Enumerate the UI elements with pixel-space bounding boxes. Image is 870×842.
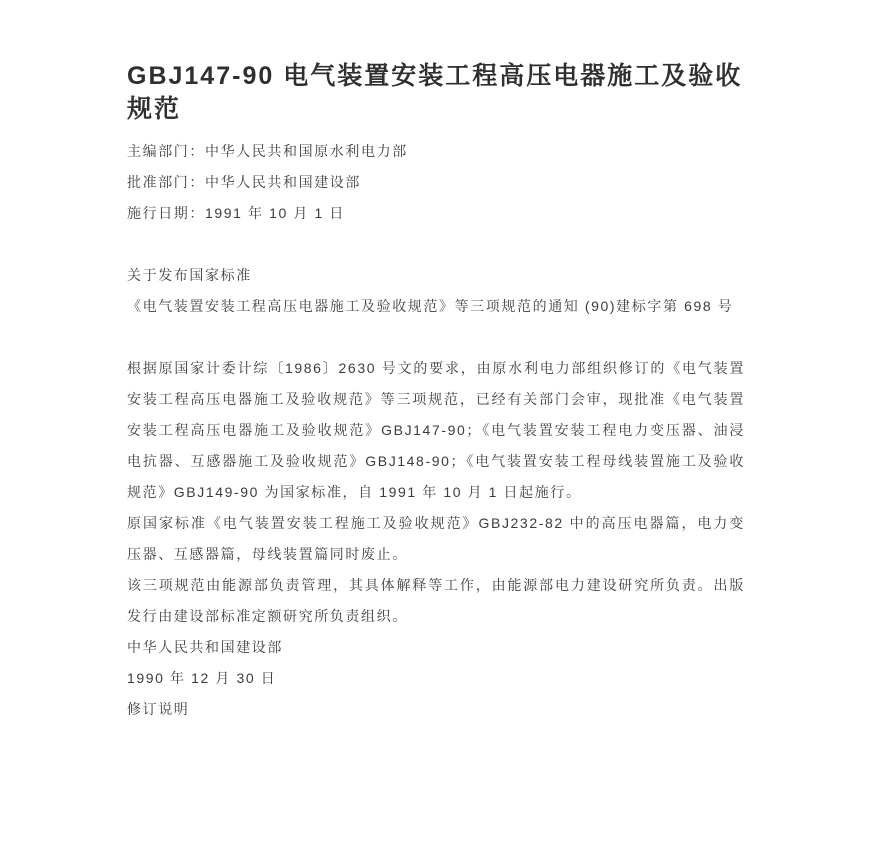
blank-line-spacer [127,322,745,353]
paragraph-approval: 根据原国家计委计综〔1986〕2630 号文的要求，由原水利电力部组织修订的《电气装置安装工程高压电器施工及验收规范》等三项规范，已经有关部门会审，现批准《电气装置安装工程高压电器施工及验收规范》GBJ147-90；《电气装置安装工程电力变压器、油浸电抗器、互感器施工及验收规范》GBJ148-90；《电气装置安装工程母线装置施工及验收规范》GBJ149-90 为国家标准，自 1991 年 10 月 1 日起施行。 [127,360,745,500]
notice-subject-line: 《电气装置安装工程高压电器施工及验收规范》等三项规范的通知 (90)建标字第 698 号 [127,298,734,314]
paragraph-repeal: 原国家标准《电气装置安装工程施工及验收规范》GBJ232-82 中的高压电器篇，电力变压器、互感器篇，母线装置篇同时废止。 [127,515,745,562]
footer-issue-date-line: 1990 年 12 月 30 日 [127,670,277,686]
notice-heading-line: 关于发布国家标准 [127,267,252,283]
meta-chief-editor-line: 主编部门：中华人民共和国原水利电力部 [127,143,408,159]
document-title: GBJ147-90 电气装置安装工程高压电器施工及验收规范 [127,62,743,123]
meta-approver-line: 批准部门：中华人民共和国建设部 [127,174,361,190]
blank-line-spacer [127,229,745,260]
paragraph-management: 该三项规范由能源部负责管理，其具体解释等工作，由能源部电力建设研究所负责。出版发行由建设部标准定额研究所负责组织。 [127,577,745,624]
revision-note-heading-line: 修订说明 [127,701,190,717]
meta-effective-date-line: 施行日期：1991 年 10 月 1 日 [127,205,345,221]
footer-issuer-line: 中华人民共和国建设部 [127,639,283,655]
